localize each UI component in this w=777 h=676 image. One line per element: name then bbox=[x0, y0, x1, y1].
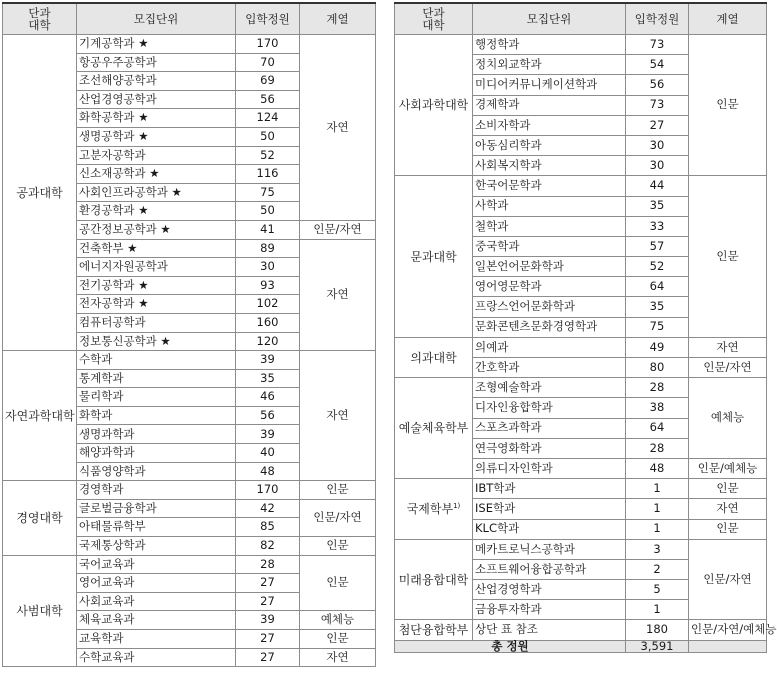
unit-quota: 93 bbox=[236, 276, 300, 295]
unit-quota: 3 bbox=[626, 539, 689, 559]
header-field: 계열 bbox=[300, 3, 376, 35]
unit-name: 고분자공학과 bbox=[77, 146, 236, 165]
unit-quota: 30 bbox=[626, 135, 689, 155]
header-quota: 입학정원 bbox=[626, 3, 689, 35]
unit-name: 생명공학과 ★ bbox=[77, 127, 236, 146]
table-row bbox=[395, 337, 767, 357]
total-row bbox=[395, 640, 767, 653]
unit-name: 화학과 bbox=[77, 406, 236, 425]
unit-quota: 75 bbox=[626, 317, 689, 337]
unit-quota: 85 bbox=[236, 518, 300, 537]
unit-quota: 54 bbox=[626, 55, 689, 75]
unit-name: 신소재공학과 ★ bbox=[77, 165, 236, 184]
unit-name: 조선해양공학과 bbox=[77, 72, 236, 91]
unit-quota: 160 bbox=[236, 313, 300, 332]
table-row bbox=[395, 35, 767, 55]
table-row bbox=[395, 378, 767, 398]
field-category: 인문 bbox=[300, 481, 376, 500]
unit-quota: 28 bbox=[236, 555, 300, 574]
unit-name: 정치외교학과 bbox=[473, 55, 626, 75]
college-name: 예술체육학부 bbox=[395, 378, 473, 479]
field-category: 인문/예체능 bbox=[689, 458, 767, 478]
unit-name: 한국어문학과 bbox=[473, 176, 626, 196]
unit-name: 금융투자학과 bbox=[473, 600, 626, 620]
unit-name: 상단 표 참조 bbox=[473, 620, 626, 640]
unit-quota: 56 bbox=[626, 75, 689, 95]
unit-quota: 30 bbox=[626, 156, 689, 176]
unit-name: 프랑스언어문화학과 bbox=[473, 297, 626, 317]
field-category: 인문 bbox=[689, 519, 767, 539]
unit-quota: 40 bbox=[236, 444, 300, 463]
total-label: 총 정원 bbox=[395, 640, 626, 653]
header-college-label: 단과 대학 bbox=[28, 6, 51, 32]
unit-name: 경영학과 bbox=[77, 481, 236, 500]
unit-quota: 56 bbox=[236, 406, 300, 425]
header-row bbox=[3, 3, 376, 35]
unit-name: 일본언어문화학과 bbox=[473, 257, 626, 277]
unit-name: 국어교육과 bbox=[77, 555, 236, 574]
unit-quota: 52 bbox=[236, 146, 300, 165]
college-name: 공과대학 bbox=[3, 35, 77, 351]
field-category: 인문/자연/예체능 bbox=[689, 620, 767, 640]
unit-name: 조형예술학과 bbox=[473, 378, 626, 398]
unit-name: 경제학과 bbox=[473, 95, 626, 115]
unit-quota: 73 bbox=[626, 95, 689, 115]
unit-quota: 69 bbox=[236, 72, 300, 91]
unit-quota: 89 bbox=[236, 239, 300, 258]
header-unit: 모집단위 bbox=[77, 3, 236, 35]
unit-name: 사회복지학과 bbox=[473, 156, 626, 176]
unit-name: ISE학과 bbox=[473, 499, 626, 519]
field-category: 인문/자연 bbox=[689, 539, 767, 620]
table-row bbox=[395, 620, 767, 640]
unit-quota: 27 bbox=[236, 574, 300, 593]
admissions-table-left bbox=[2, 2, 376, 667]
unit-quota: 2 bbox=[626, 559, 689, 579]
unit-name: 사회교육과 bbox=[77, 592, 236, 611]
unit-name: 사학과 bbox=[473, 196, 626, 216]
footnote-marker: 1) bbox=[453, 501, 461, 510]
unit-name: 수학과 bbox=[77, 351, 236, 370]
unit-name: 통계학과 bbox=[77, 369, 236, 388]
total-field bbox=[689, 640, 767, 653]
unit-name: 건축학부 ★ bbox=[77, 239, 236, 258]
unit-quota: 39 bbox=[236, 351, 300, 370]
unit-quota: 57 bbox=[626, 236, 689, 256]
unit-quota: 1 bbox=[626, 519, 689, 539]
unit-quota: 170 bbox=[236, 35, 300, 54]
unit-quota: 35 bbox=[236, 369, 300, 388]
unit-name: 전기공학과 ★ bbox=[77, 276, 236, 295]
unit-quota: 42 bbox=[236, 499, 300, 518]
unit-quota: 1 bbox=[626, 600, 689, 620]
unit-quota: 80 bbox=[626, 358, 689, 378]
header-college bbox=[395, 3, 473, 35]
field-category: 인문/자연 bbox=[689, 358, 767, 378]
unit-quota: 27 bbox=[236, 592, 300, 611]
unit-name: 의예과 bbox=[473, 337, 626, 357]
unit-name: 철학과 bbox=[473, 216, 626, 236]
unit-quota: 41 bbox=[236, 220, 300, 239]
unit-quota: 49 bbox=[626, 337, 689, 357]
unit-name: 해양과학과 bbox=[77, 444, 236, 463]
unit-quota: 28 bbox=[626, 438, 689, 458]
unit-name: 체육교육과 bbox=[77, 611, 236, 630]
total-quota: 3,591 bbox=[626, 640, 689, 653]
unit-quota: 39 bbox=[236, 611, 300, 630]
unit-quota: 1 bbox=[626, 499, 689, 519]
field-category: 인문 bbox=[300, 537, 376, 556]
header-college-label: 단과 대학 bbox=[422, 6, 445, 32]
unit-quota: 1 bbox=[626, 479, 689, 499]
unit-quota: 38 bbox=[626, 398, 689, 418]
header-quota: 입학정원 bbox=[236, 3, 300, 35]
unit-quota: 56 bbox=[236, 90, 300, 109]
unit-quota: 30 bbox=[236, 258, 300, 277]
college-name: 사회과학대학 bbox=[395, 35, 473, 176]
unit-name: 전자공학과 ★ bbox=[77, 295, 236, 314]
unit-quota: 44 bbox=[626, 176, 689, 196]
unit-quota: 64 bbox=[626, 418, 689, 438]
unit-name: 소프트웨어융합공학과 bbox=[473, 559, 626, 579]
unit-name: 물리학과 bbox=[77, 388, 236, 407]
unit-name: KLC학과 bbox=[473, 519, 626, 539]
unit-name: 항공우주공학과 bbox=[77, 53, 236, 72]
unit-name: 수학교육과 bbox=[77, 648, 236, 667]
unit-name: 아동심리학과 bbox=[473, 135, 626, 155]
unit-name: 공간정보공학과 ★ bbox=[77, 220, 236, 239]
unit-quota: 5 bbox=[626, 580, 689, 600]
header-unit: 모집단위 bbox=[473, 3, 626, 35]
unit-quota: 170 bbox=[236, 481, 300, 500]
table-row bbox=[3, 481, 376, 500]
college-name: 국제학부$^{1)}$ bbox=[395, 479, 473, 540]
unit-name: 소비자학과 bbox=[473, 115, 626, 135]
unit-quota: 39 bbox=[236, 425, 300, 444]
table-row bbox=[395, 539, 767, 559]
unit-quota: 50 bbox=[236, 202, 300, 221]
field-category: 인문 bbox=[689, 176, 767, 338]
header-college bbox=[3, 3, 77, 35]
unit-quota: 180 bbox=[626, 620, 689, 640]
unit-name: 사회인프라공학과 ★ bbox=[77, 183, 236, 202]
unit-quota: 46 bbox=[236, 388, 300, 407]
unit-name: 행정학과 bbox=[473, 35, 626, 55]
field-category: 인문 bbox=[300, 555, 376, 611]
field-category: 예체능 bbox=[300, 611, 376, 630]
unit-name: 메카트로닉스공학과 bbox=[473, 539, 626, 559]
unit-name: 국제통상학과 bbox=[77, 537, 236, 556]
unit-name: 기계공학과 ★ bbox=[77, 35, 236, 54]
unit-name: 미디어커뮤니케이션학과 bbox=[473, 75, 626, 95]
unit-name: 정보통신공학과 ★ bbox=[77, 332, 236, 351]
unit-name: 산업경영학과 bbox=[473, 580, 626, 600]
unit-name: 영어교육과 bbox=[77, 574, 236, 593]
unit-quota: 73 bbox=[626, 35, 689, 55]
field-category: 자연 bbox=[300, 239, 376, 351]
unit-quota: 120 bbox=[236, 332, 300, 351]
unit-name: 글로벌금융학과 bbox=[77, 499, 236, 518]
unit-quota: 35 bbox=[626, 196, 689, 216]
field-category: 자연 bbox=[300, 351, 376, 481]
unit-name: 간호학과 bbox=[473, 358, 626, 378]
unit-name: 의류디자인학과 bbox=[473, 458, 626, 478]
unit-name: 영어영문학과 bbox=[473, 277, 626, 297]
unit-quota: 102 bbox=[236, 295, 300, 314]
unit-quota: 75 bbox=[236, 183, 300, 202]
unit-quota: 27 bbox=[236, 630, 300, 649]
unit-name: 식품영양학과 bbox=[77, 462, 236, 481]
unit-name: 문화콘텐츠문화경영학과 bbox=[473, 317, 626, 337]
field-category: 인문 bbox=[300, 630, 376, 649]
unit-quota: 27 bbox=[236, 648, 300, 667]
unit-name: IBT학과 bbox=[473, 479, 626, 499]
unit-name: 컴퓨터공학과 bbox=[77, 313, 236, 332]
unit-quota: 48 bbox=[626, 458, 689, 478]
college-name: 미래융합대학 bbox=[395, 539, 473, 620]
field-category: 자연 bbox=[689, 499, 767, 519]
college-name: 의과대학 bbox=[395, 337, 473, 377]
college-name: 사범대학 bbox=[3, 555, 77, 667]
college-name: 자연과학대학 bbox=[3, 351, 77, 481]
college-name: 문과대학 bbox=[395, 176, 473, 338]
unit-name: 디자인융합학과 bbox=[473, 398, 626, 418]
unit-name: 생명과학과 bbox=[77, 425, 236, 444]
unit-name: 에너지자원공학과 bbox=[77, 258, 236, 277]
admissions-table-right bbox=[394, 2, 777, 653]
unit-name: 환경공학과 ★ bbox=[77, 202, 236, 221]
table-row bbox=[395, 479, 767, 499]
unit-quota: 70 bbox=[236, 53, 300, 72]
field-category: 인문 bbox=[689, 479, 767, 499]
unit-quota: 27 bbox=[626, 115, 689, 135]
unit-name: 연극영화학과 bbox=[473, 438, 626, 458]
header-field: 계열 bbox=[689, 3, 767, 35]
unit-name: 중국학과 bbox=[473, 236, 626, 256]
field-category: 인문/자연 bbox=[300, 499, 376, 536]
unit-quota: 33 bbox=[626, 216, 689, 236]
header-row bbox=[395, 3, 767, 35]
field-category: 인문 bbox=[689, 35, 767, 176]
unit-name: 교육학과 bbox=[77, 630, 236, 649]
table-row bbox=[3, 555, 376, 574]
field-category: 자연 bbox=[300, 35, 376, 221]
field-category: 인문/자연 bbox=[300, 220, 376, 239]
college-name: 경영대학 bbox=[3, 481, 77, 555]
unit-quota: 82 bbox=[236, 537, 300, 556]
unit-name: 아태물류학부 bbox=[77, 518, 236, 537]
table-row bbox=[395, 176, 767, 196]
unit-quota: 28 bbox=[626, 378, 689, 398]
unit-quota: 64 bbox=[626, 277, 689, 297]
unit-quota: 124 bbox=[236, 109, 300, 128]
unit-name: 화학공학과 ★ bbox=[77, 109, 236, 128]
unit-quota: 35 bbox=[626, 297, 689, 317]
unit-quota: 48 bbox=[236, 462, 300, 481]
unit-name: 스포츠과학과 bbox=[473, 418, 626, 438]
unit-name: 산업경영공학과 bbox=[77, 90, 236, 109]
table-row bbox=[3, 35, 376, 54]
field-category: 자연 bbox=[300, 648, 376, 667]
college-name: 첨단융합학부 bbox=[395, 620, 473, 640]
table-row bbox=[3, 351, 376, 370]
field-category: 자연 bbox=[689, 337, 767, 357]
field-category: 예체능 bbox=[689, 378, 767, 459]
unit-quota: 50 bbox=[236, 127, 300, 146]
unit-quota: 116 bbox=[236, 165, 300, 184]
unit-quota: 52 bbox=[626, 257, 689, 277]
